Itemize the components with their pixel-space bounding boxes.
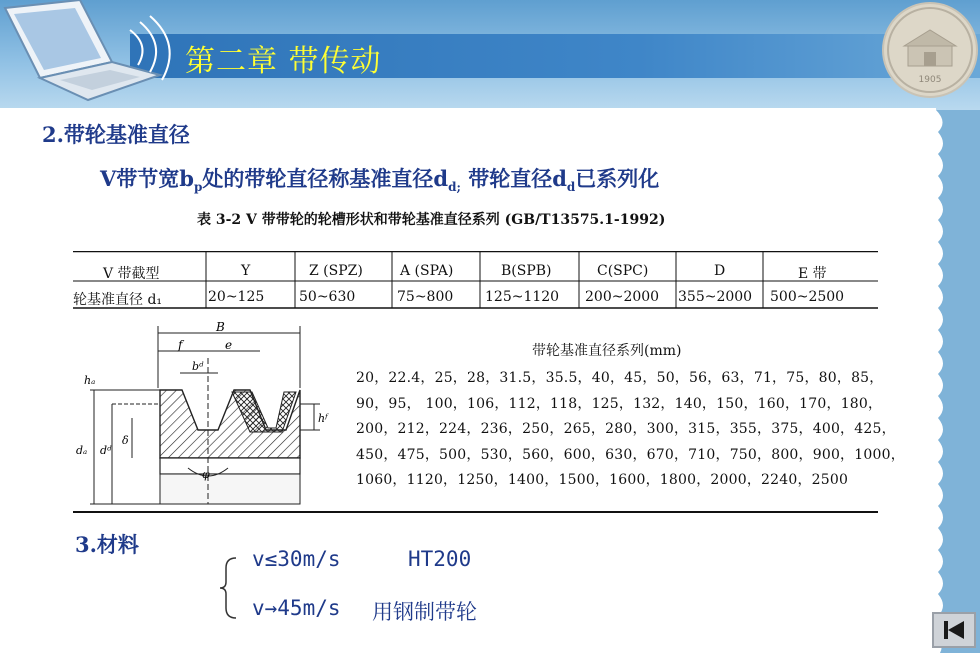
page-title: 第二章 带传动 <box>185 44 382 79</box>
dim-label-f: f <box>178 338 183 352</box>
table-caption: 表 3-2 V 带带轮的轮槽形状和带轮基准直径系列 (GB/T13575.1-1992) <box>197 212 666 228</box>
table-header-cell: Y <box>241 263 251 279</box>
brace-icon <box>218 556 242 620</box>
previous-slide-button[interactable] <box>932 612 976 648</box>
table-header-cell: A (SPA) <box>400 263 454 279</box>
dim-label-B: B <box>216 320 225 334</box>
series-line: 20，22.4，25，28，31.5，35.5，40，45，50，56，63，71，75，80，85， <box>356 370 884 386</box>
table-header-cell: B(SPB) <box>501 263 552 279</box>
table-cell: 500~2500 <box>770 289 845 305</box>
series-title: 带轮基准直径系列(mm) <box>532 343 682 359</box>
table-header-row <box>73 259 878 285</box>
table-cell: 355~2000 <box>678 289 753 305</box>
table-cell: 20~125 <box>208 289 265 305</box>
table-bottom-rule <box>73 511 878 513</box>
section-heading-material: 3.材料 <box>75 532 139 557</box>
dim-label-ha: hₐ <box>84 374 96 387</box>
table-cell: 75~800 <box>397 289 454 305</box>
section-heading-diameter: 2.带轮基准直径 <box>42 122 190 147</box>
dim-label-e: e <box>225 338 233 352</box>
laptop-illustration <box>0 0 200 110</box>
table-header-cell: E 带 <box>798 266 827 282</box>
dim-label-hf: hᶠ <box>318 412 328 425</box>
table-cell: 125~1120 <box>485 289 560 305</box>
series-line: 1060，1120，1250，1400，1500，1600，1800，2000，2240，2500 <box>356 472 849 488</box>
table-cell: 50~630 <box>299 289 356 305</box>
dim-label-bd: bᵈ <box>192 360 204 373</box>
table-header-cell: C(SPC) <box>597 263 649 279</box>
table-header-cell: V 带截型 <box>103 266 160 282</box>
dim-label-phi: φ <box>202 468 210 481</box>
logo-emblem-icon <box>884 4 976 96</box>
series-line: 200，212，224，236，250，265，280，300，315，355，375，400，425， <box>356 421 896 437</box>
material-condition-2: v→45m/s <box>252 596 341 620</box>
logo-year: 1905 <box>918 75 942 85</box>
dim-label-da: dₐ <box>76 444 88 457</box>
table-header-cell: D <box>714 263 726 279</box>
series-line: 450，475，500，530，560，600，630，670，710，750，800，900，1000， <box>356 447 905 463</box>
pulley-groove-diagram <box>70 318 340 514</box>
material-value-1: HT200 <box>408 547 472 571</box>
table-row <box>73 285 878 311</box>
dim-label-dd: dᵈ <box>100 444 112 457</box>
table-header-cell: Z (SPZ) <box>309 263 363 279</box>
skip-back-icon <box>934 614 974 646</box>
scalloped-edge <box>926 110 950 653</box>
table-cell: 轮基准直径 d₁ <box>73 292 163 308</box>
dim-label-delta: δ <box>122 434 129 447</box>
university-logo <box>882 2 978 98</box>
material-value-2: 用钢制带轮 <box>372 600 477 624</box>
series-line: 90，95， 100，106，112，118，125，132，140，150，160，170，180， <box>356 396 883 412</box>
diameter-table <box>73 251 878 309</box>
material-condition-1: v≤30m/s <box>252 547 341 571</box>
definition-sentence: V带节宽$b_p$处的带轮直径称基准直径$d_{d;}$ 带轮直径$d_d$已系列化 <box>100 166 660 195</box>
table-cell: 200~2000 <box>585 289 660 305</box>
